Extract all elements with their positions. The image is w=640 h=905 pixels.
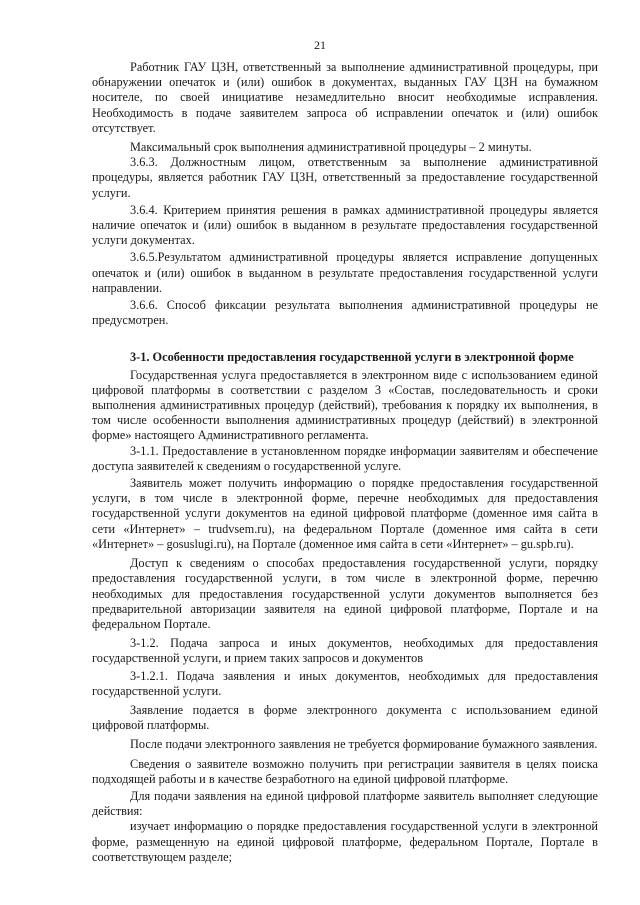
paragraph: Доступ к сведениям о способах предоставления государственной услуги, порядку предоставления государственной услуги, в том числе в электронной форме, перечню необходимых для предоставления государственной услуги документов выполняется без предварительной авторизации заявителя на единой цифровой платформе, Портале и на федеральном Портале.: [92, 556, 598, 631]
paragraph: 3-1.1. Предоставление в установленном порядке информации заявителям и обеспечение доступа заявителей к сведениям о государственной услуге.: [92, 443, 598, 473]
paragraph: Заявитель может получить информацию о порядке предоставления государственной услуги, в том числе в электронной форме, перечне необходимых для предоставления государственной услуги документов на единой цифровой платформе (доменное имя сайта в сети «Интернет» – trudvsem.ru), на федеральном Портале (доменное имя сайта в сети «Интернет» – gosuslugi.ru), на Портале (доменное имя сайта в сети «Интернет» – gu.spb.ru).: [92, 476, 598, 551]
paragraph: Работник ГАУ ЦЗН, ответственный за выполнение административной процедуры, при обнаружении опечаток и (или) ошибок в документах, выданных ГАУ ЦЗН на бумажном носителе, по своей инициативе незамедлительно вносит необходимые исправления. Необходимость в подаче заявителем запроса об исправлении опечаток и (или) ошибок отсутствует.: [92, 60, 598, 135]
paragraph: Максимальный срок выполнения административной процедуры – 2 минуты.: [130, 140, 532, 155]
paragraph: 3.6.5.Результатом административной процедуры является исправление допущенных опечаток и (или) ошибок в выданном в результате предоставления государственной услуги направлении.: [92, 250, 598, 295]
paragraph: Для подачи заявления на единой цифровой платформе заявитель выполняет следующие действия:: [92, 788, 598, 819]
paragraph: 3.6.4. Критерием принятия решения в рамках административной процедуры является наличие опечаток и (или) ошибок в выданном в результате предоставления государственной услуги документах.: [92, 202, 598, 248]
page-number: 21: [314, 38, 326, 52]
paragraph: 3.6.3. Должностным лицом, ответственным за выполнение административной процедуры, является работник ГАУ ЦЗН, ответственный за предоставление государственной услуги.: [92, 155, 598, 200]
paragraph: 3.6.6. Способ фиксации результата выполнения административной процедуры не предусмотрен.: [92, 298, 598, 328]
paragraph: Сведения о заявителе возможно получить при регистрации заявителя в целях поиска подходящей работы и в качестве безработного на единой цифровой платформе.: [92, 756, 598, 786]
paragraph: 3-1.2.1. Подача заявления и иных документов, необходимых для предоставления государственной услуги.: [92, 668, 598, 698]
paragraph: Государственная услуга предоставляется в электронном виде с использованием единой цифровой платформы в соответствии с разделом 3 «Состав, последовательность и сроки выполнения административных процедур (действий), требования к порядку их выполнения, в том числе особенности выполнения административных процедур (действий) в электронной форме» настоящего Административного регламента.: [92, 367, 598, 443]
paragraph: После подачи электронного заявления не требуется формирование бумажного заявления.: [130, 737, 598, 752]
section-heading: 3-1. Особенности предоставления государственной услуги в электронной форме: [130, 350, 574, 365]
document-body: [92, 60, 598, 865]
paragraph: изучает информацию о порядке предоставления государственной услуги в электронной форме, размещенную на единой цифровой платформе, федеральном Портале, Портале в соответствующем разделе;: [92, 819, 598, 864]
paragraph: Заявление подается в форме электронного документа с использованием единой цифровой платформы.: [92, 702, 598, 733]
paragraph: 3-1.2. Подача запроса и иных документов, необходимых для предоставления государственной услуги, и прием таких запросов и документов: [92, 636, 598, 666]
